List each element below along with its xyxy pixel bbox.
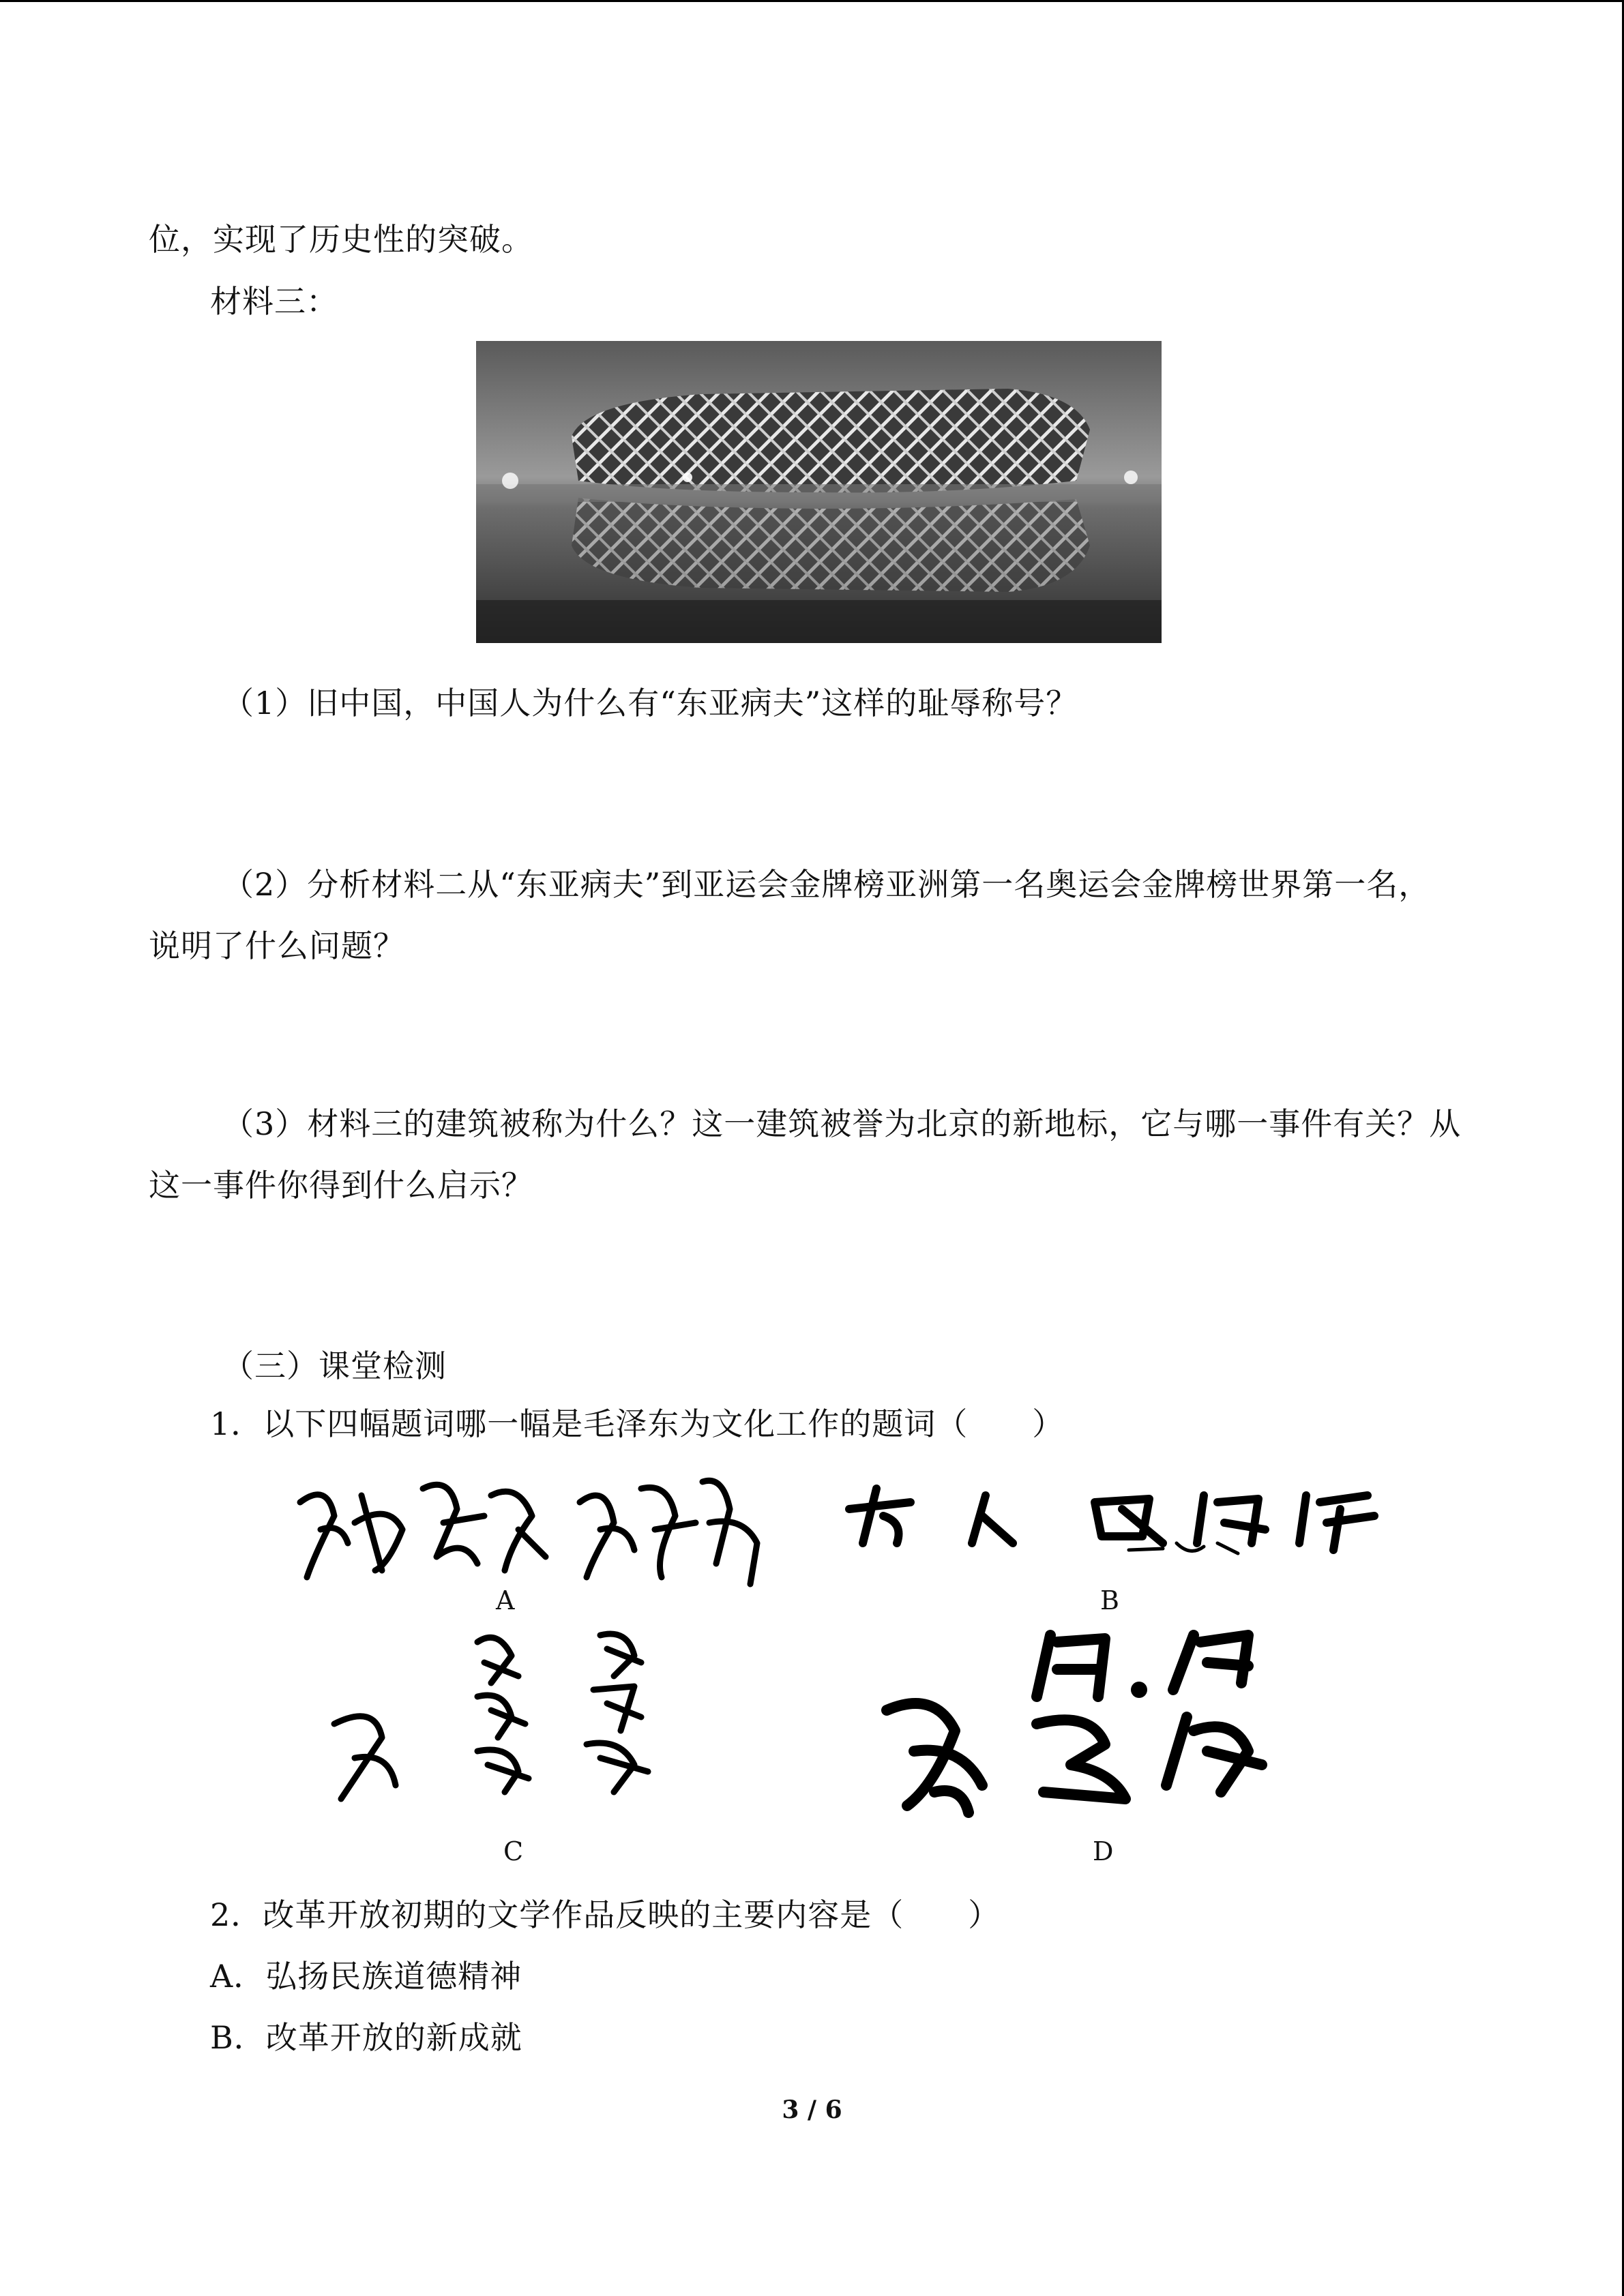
test-question-1: 1．以下四幅题词哪一幅是毛泽东为文化工作的题词（ ） xyxy=(210,1405,1065,1442)
calligraphy-image-b xyxy=(836,1468,1381,1570)
calligraphy-image-a xyxy=(286,1455,778,1591)
question-2-line-2: 说明了什么问题？ xyxy=(149,927,405,964)
option-a: A．弘扬民族道德精神 xyxy=(210,1958,522,1995)
question-1: （1）旧中国，中国人为什么有“东亚病夫”这样的耻辱称号？ xyxy=(222,685,1078,721)
page-number: 3 / 6 xyxy=(782,2096,842,2124)
calligraphy-image-c xyxy=(314,1622,723,1813)
figure-label-c: C xyxy=(503,1836,524,1866)
paragraph-line-continued: 位，实现了历史性的突破。 xyxy=(149,221,533,258)
question-2-line-1: （2）分析材料二从“东亚病夫”到亚运会金牌榜亚洲第一名奥运会金牌榜世界第一名， xyxy=(222,866,1431,903)
figure-label-b: B xyxy=(1100,1585,1119,1615)
birds-nest-stadium-photo xyxy=(476,341,1162,643)
section-heading-classroom-test: （三）课堂检测 xyxy=(222,1347,447,1384)
material-three-heading: 材料三： xyxy=(210,283,338,320)
test-question-2: 2．改革开放初期的文学作品反映的主要内容是（ ） xyxy=(210,1896,1001,1933)
question-3-line-2: 这一事件你得到什么启示？ xyxy=(149,1167,533,1204)
figure-label-a: A xyxy=(496,1585,515,1615)
option-b: B．改革开放的新成就 xyxy=(210,2019,522,2056)
figure-label-d: D xyxy=(1093,1836,1114,1866)
question-3-line-1: （3）材料三的建筑被称为什么？这一建筑被誉为北京的新地标，它与哪一事件有关？从 xyxy=(222,1105,1462,1142)
calligraphy-image-d xyxy=(866,1615,1344,1826)
